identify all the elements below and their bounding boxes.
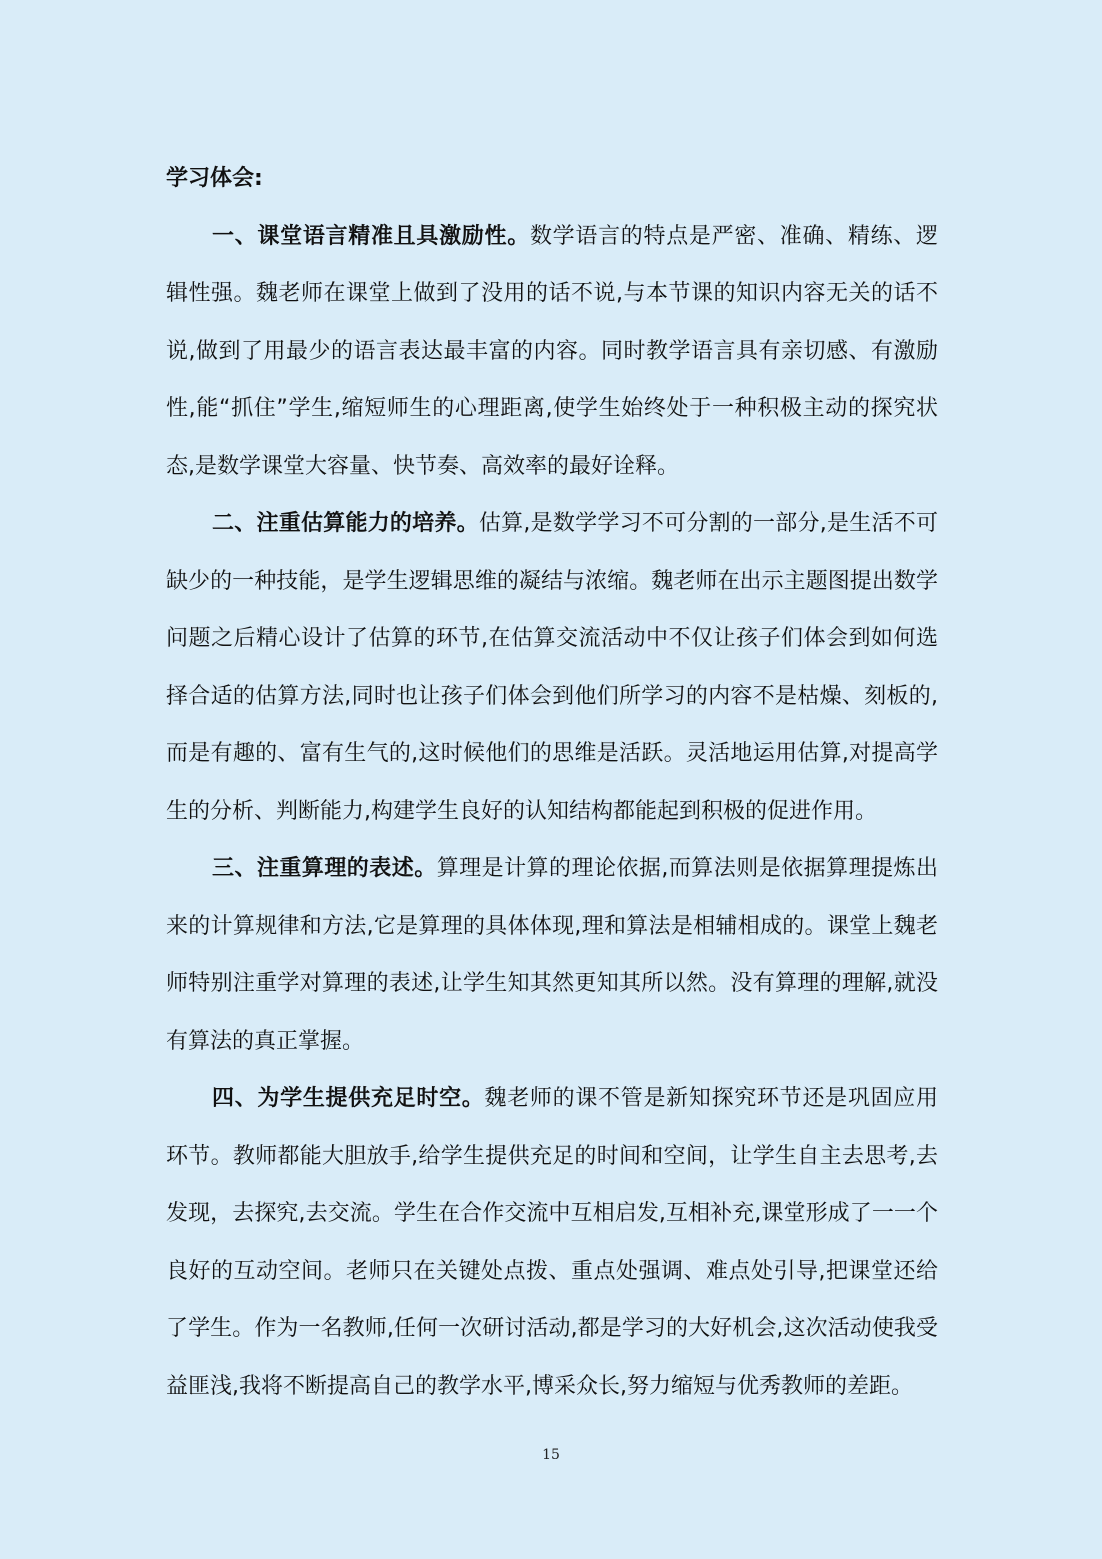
paragraph-1-lead: 一、课堂语言精准且具激励性。 (212, 223, 530, 249)
paragraph-3 (166, 840, 938, 1070)
paragraph-3-lead: 三、注重算理的表述。 (212, 856, 437, 881)
paragraph-4-body: 魏老师的课不管是新知探究环节还是巩固应用环节。教师都能大胆放手,给学生提供充足的时间和空间，让学生自主去思考,去发现，去探究,去交流。学生在合作交流中互相启发,互相补充,课堂形成了一一个良好的互动空间。老师只在关键处点拨、重点处强调、难点处引导,把课堂还给了学生。作为一名教师,任何一次研讨活动,都是学习的大好机会,这次活动使我受益匪浅,我将不断提高自己的教学水平,博采众长,努力缩短与优秀教师的差距。 (166, 1086, 938, 1399)
section-heading: 学习体会: (166, 166, 263, 191)
paragraph-4 (166, 1070, 938, 1415)
page-number: 15 (542, 1447, 560, 1463)
paragraph-4-lead: 四、为学生提供充足时空。 (212, 1086, 485, 1111)
paragraph-2-lead: 二、注重估算能力的培养。 (212, 511, 479, 536)
paragraph-2 (166, 495, 938, 840)
paragraph-1 (166, 208, 938, 496)
paragraph-1-body: 数学语言的特点是严密、准确、精练、逻辑性强。魏老师在课堂上做到了没用的话不说,与本节课的知识内容无关的话不说,做到了用最少的语言表达最丰富的内容。同时教学语言具有亲切感、有激励性,能“抓住”学生,缩短师生的心理距离,使学生始终处于一种积极主动的探究状态,是数学课堂大容量、快节奏、高效率的最好诠释。 (166, 223, 938, 479)
paragraph-3-body: 算理是计算的理论依据,而算法则是依据算理提炼出来的计算规律和方法,它是算理的具体体现,理和算法是相辅相成的。课堂上魏老师特别注重学对算理的表述,让学生知其然更知其所以然。没有算理的理解,就没有算法的真正掌握。 (166, 856, 938, 1054)
document-body (166, 150, 938, 1415)
paragraph-2-body: 估算,是数学学习不可分割的一部分,是生活不可缺少的一种技能，是学生逻辑思维的凝结与浓缩。魏老师在出示主题图提出数学问题之后精心设计了估算的环节,在估算交流活动中不仅让孩子们体会到如何选择合适的估算方法,同时也让孩子们体会到他们所学习的内容不是枯燥、刻板的,而是有趣的、富有生气的,这时候他们的思维是活跃。灵活地运用估算,对提高学生的分析、判断能力,构建学生良好的认知结构都能起到积极的促进作用。 (166, 511, 938, 824)
